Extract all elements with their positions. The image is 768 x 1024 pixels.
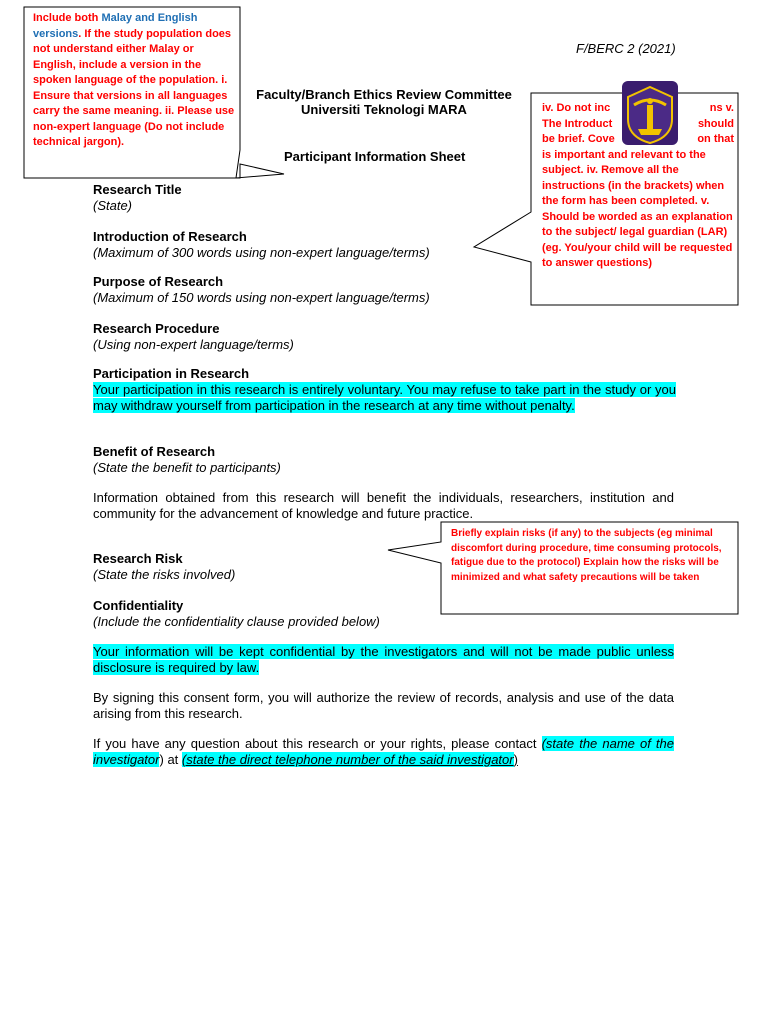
- confidentiality-note: (Include the confidentiality clause provided below): [93, 614, 380, 629]
- participation-heading: Participation in Research: [93, 366, 250, 381]
- participation-body-text: Your participation in this research is entirely voluntary. You may refuse to take part in the study or you may withdraw yourself from participation in the research at any time without penalty.: [93, 382, 676, 413]
- introduction-callout-line3-end: on that: [697, 133, 734, 145]
- research-title-heading: Research Title: [93, 182, 182, 197]
- confidentiality-section: [93, 598, 676, 630]
- introduction-callout-rest: is important and relevant to the subject. iv. Remove all the instructions (in the brackets) when the form has been completed. v. Should be worded as an explanation to the subject/ legal guardian (LAR) (eg. You/your child will be requested to answer questions): [542, 148, 733, 269]
- research-title-note: (State): [93, 198, 133, 213]
- language-callout-prefix: Include both: [33, 12, 102, 24]
- contact-text: [93, 736, 674, 768]
- contact-at: at: [163, 752, 182, 767]
- introduction-callout-line2-end: should: [697, 117, 734, 130]
- benefit-note: (State the benefit to participants): [93, 460, 281, 475]
- benefit-body: Information obtained from this research will benefit the individuals, researchers, institution and community for the advancement of knowledge and future practice.: [93, 490, 674, 521]
- language-callout: [33, 11, 235, 151]
- language-callout-emphasis: Malay and English versions: [33, 12, 198, 40]
- university-crest-icon: [616, 79, 684, 147]
- confidentiality-body-text: Your information will be kept confidential by the investigators and will not be made public unless disclosure is required by law.: [93, 644, 674, 675]
- committee-name: [236, 87, 532, 117]
- participation-section: [93, 366, 676, 414]
- consent-text: By signing this consent form, you will authorize the review of records, analysis and use of the data arising from this research.: [93, 690, 674, 721]
- introduction-callout-line2: The Introduct: [542, 117, 613, 130]
- research-title-section: [93, 182, 676, 214]
- confidentiality-body: [93, 644, 674, 676]
- committee-line2: Universiti Teknologi MARA: [301, 102, 467, 117]
- risk-callout: Briefly explain risks (if any) to the subjects (eg minimal discomfort during procedure, time consuming protocols, fatigue due to the protocol) Explain how the risks will be minimized and what safety precautions will be taken: [451, 528, 722, 583]
- confidentiality-heading: Confidentiality: [93, 598, 184, 613]
- risk-section: [93, 551, 676, 583]
- risk-heading: Research Risk: [93, 551, 183, 566]
- procedure-section: [93, 321, 676, 353]
- introduction-heading: Introduction of Research: [93, 229, 247, 244]
- participation-body: [93, 382, 676, 414]
- purpose-heading: Purpose of Research: [93, 274, 224, 289]
- introduction-section: [93, 229, 676, 261]
- form-code: F/BERC 2 (2021): [576, 41, 676, 56]
- procedure-note: (Using non-expert language/terms): [93, 337, 294, 352]
- introduction-note: (Maximum of 300 words using non-expert language/terms): [93, 245, 430, 260]
- introduction-callout-line3: be brief. Cove: [542, 133, 615, 145]
- purpose-note: (Maximum of 150 words using non-expert language/terms): [93, 290, 430, 305]
- introduction-callout-line1: iv. Do not inc: [542, 102, 611, 114]
- committee-line1: Faculty/Branch Ethics Review Committee: [256, 87, 512, 102]
- benefit-section: [93, 444, 676, 476]
- contact-prefix: If you have any question about this research or your rights, please contact: [93, 736, 542, 751]
- risk-note: (State the risks involved): [93, 567, 236, 582]
- purpose-section: [93, 274, 676, 306]
- language-callout-rest: . If the study population does not understand either Malay or English, include a version in the spoken language of the population. i. Ensure that versions in all languages carry the same meaning. ii. Please use non-expert language (Do not include technical jargon).: [33, 27, 235, 148]
- contact-paren: ): [159, 752, 164, 767]
- procedure-heading: Research Procedure: [93, 321, 220, 336]
- contact-name-placeholder: (state the name of the investigator: [93, 736, 675, 767]
- introduction-callout-line1-end: ns v.: [709, 102, 734, 114]
- contact-end-paren: ): [513, 752, 518, 767]
- benefit-heading: Benefit of Research: [93, 444, 216, 459]
- page-title: Participant Information Sheet: [284, 149, 466, 164]
- contact-phone-placeholder: (state the direct telephone number of the said investigator: [181, 752, 514, 767]
